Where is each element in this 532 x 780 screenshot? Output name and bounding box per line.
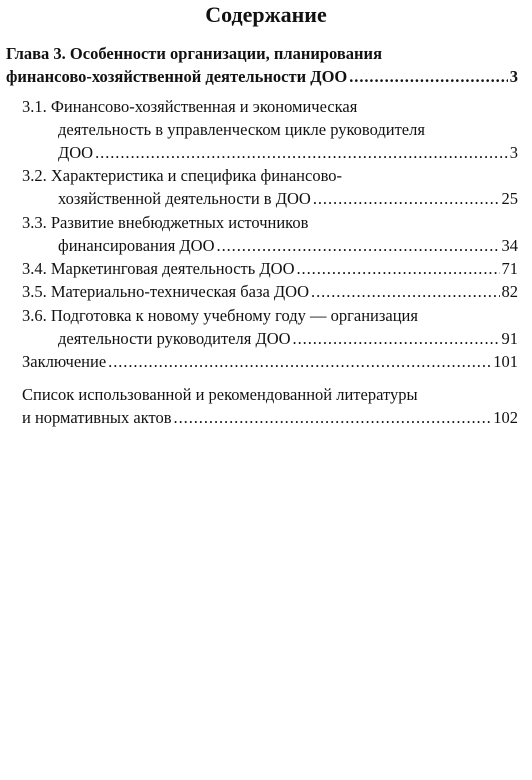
toc-item-label: финансирования ДОО: [58, 236, 215, 255]
dot-leader: [108, 352, 491, 372]
page-number: 91: [501, 329, 518, 348]
dot-leader: [174, 408, 492, 428]
toc-item-label: 3.4. Маркетинговая деятельность ДОО: [22, 259, 295, 278]
dot-leader: [349, 67, 508, 87]
dot-leader: [313, 189, 500, 209]
toc-item-label: деятельности руководителя ДОО: [58, 329, 291, 348]
toc-item-3-2-line-1: 3.2. Характеристика и специфика финансово-: [22, 166, 343, 185]
page-number: 101: [493, 352, 518, 371]
page-number: 25: [501, 189, 518, 208]
toc-item-3-5[interactable]: [22, 282, 518, 302]
page-number: 71: [501, 259, 518, 278]
toc-references-line-1: Список использованной и рекомендованной литературы: [22, 385, 418, 404]
page-title: Содержание: [205, 2, 327, 27]
page-number: 34: [501, 236, 518, 255]
toc-item-3-3[interactable]: [58, 236, 518, 256]
toc-item-label: 3.5. Материально-техническая база ДОО: [22, 282, 310, 301]
page-number: 3: [509, 67, 518, 86]
dot-leader: [293, 329, 500, 349]
toc-item-3-4[interactable]: [22, 259, 518, 279]
page-number: 3: [509, 143, 518, 162]
chapter-title-line-2: финансово-хозяйственной деятельности ДОО: [6, 67, 348, 86]
toc-item-label: ДОО: [58, 143, 94, 162]
dot-leader: [217, 236, 500, 256]
toc-conclusion[interactable]: [22, 352, 518, 372]
toc-references[interactable]: [22, 408, 518, 428]
toc-item-3-1-line-1: 3.1. Финансово-хозяйственная и экономическая: [22, 97, 358, 116]
toc-item-3-3-line-1: 3.3. Развитие внебюджетных источников: [22, 213, 309, 232]
toc-item-3-1-line-2: деятельность в управленческом цикле руководителя: [58, 120, 425, 139]
toc-item-3-6[interactable]: [58, 329, 518, 349]
dot-leader: [297, 259, 500, 279]
toc-item-3-1[interactable]: [58, 143, 518, 163]
toc-item-label: хозяйственной деятельности в ДОО: [58, 189, 311, 208]
toc-item-3-2[interactable]: [58, 189, 518, 209]
dot-leader: [95, 143, 508, 163]
chapter-entry[interactable]: [6, 67, 518, 87]
chapter-title-line-1: Глава 3. Особенности организации, планирования: [6, 44, 382, 63]
toc-item-3-6-line-1: 3.6. Подготовка к новому учебному году — организация: [22, 306, 418, 325]
dot-leader: [311, 282, 499, 302]
page-number: 102: [493, 408, 518, 427]
toc-item-label: Заключение: [22, 352, 107, 371]
page-number: 82: [501, 282, 518, 301]
toc-item-label: и нормативных актов: [22, 408, 172, 427]
